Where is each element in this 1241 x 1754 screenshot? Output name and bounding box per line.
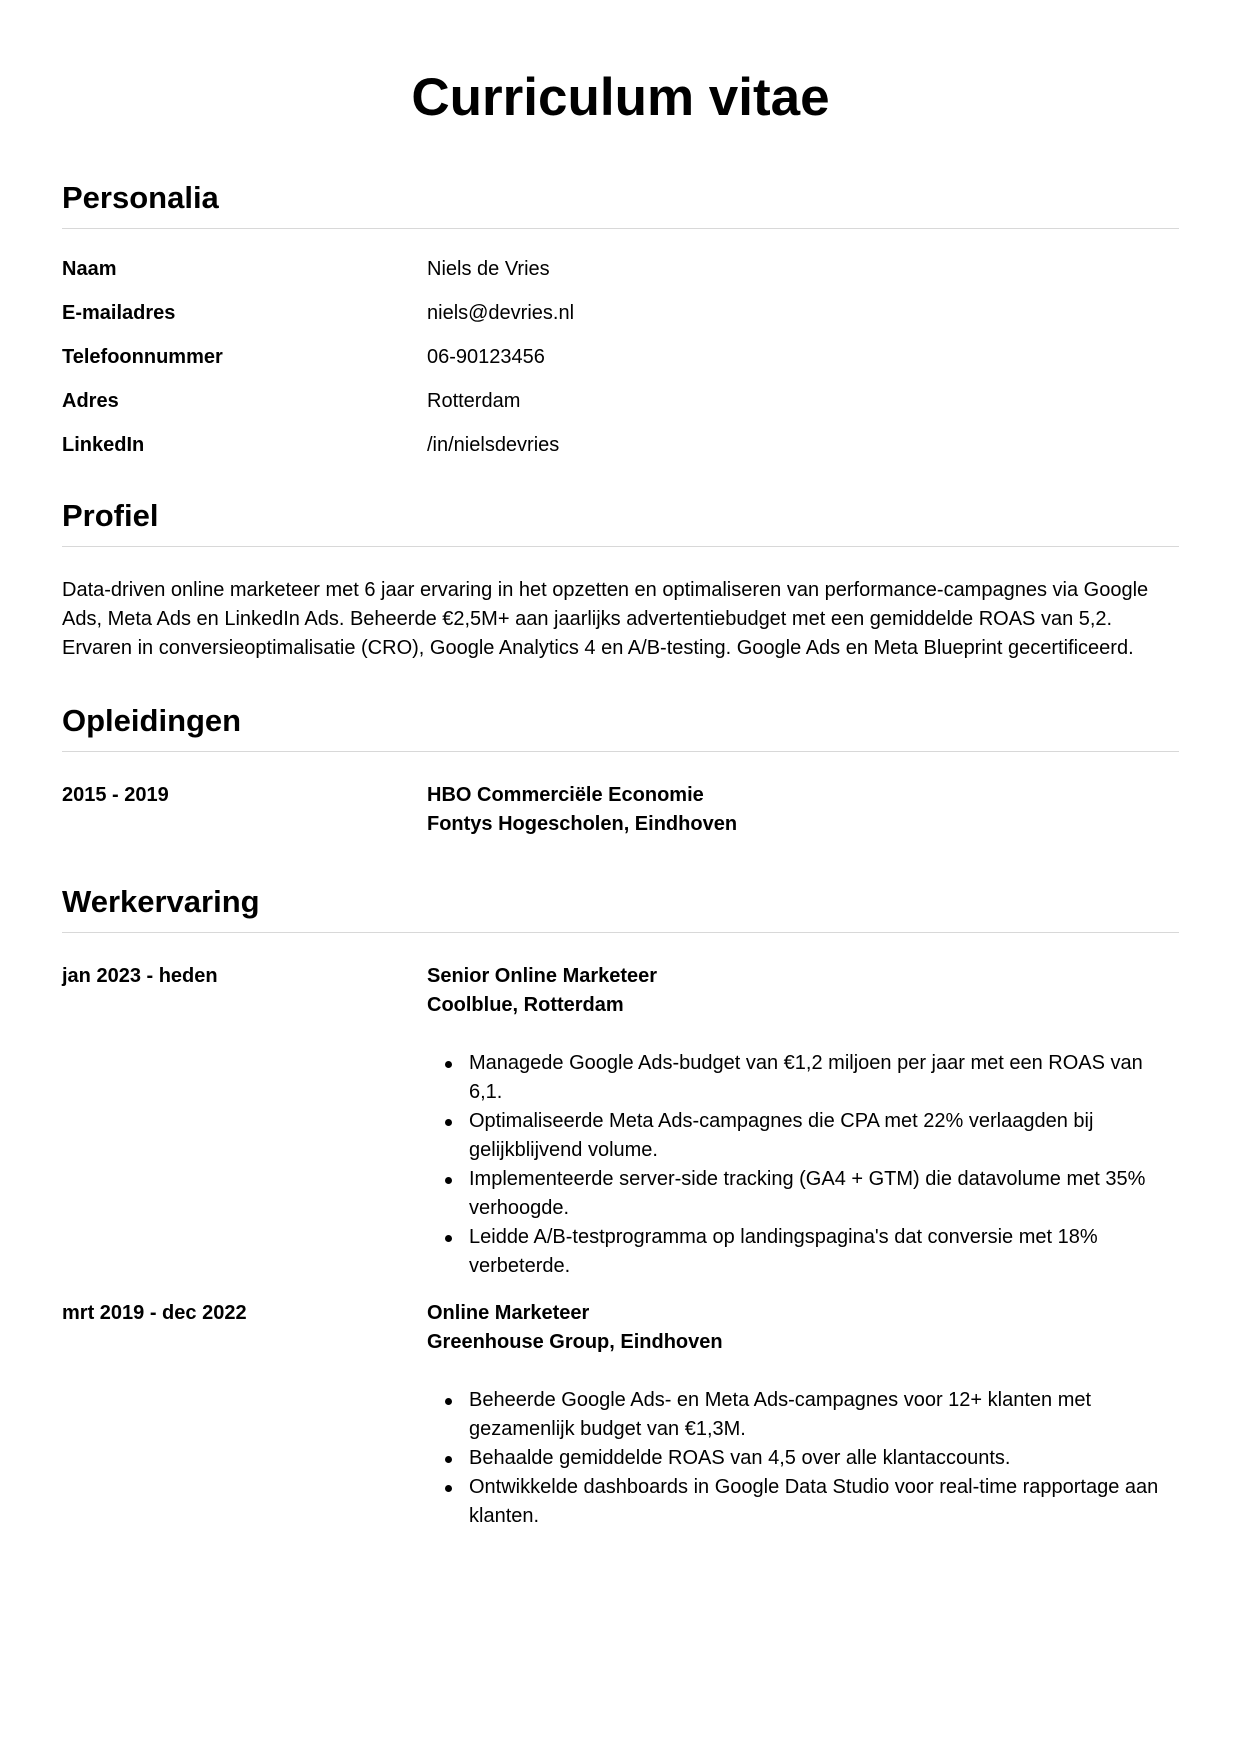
- list-item: Behaalde gemiddelde ROAS van 4,5 over alle klantaccounts.: [469, 1444, 1179, 1473]
- list-item: Optimaliseerde Meta Ads-campagnes die CPA met 22% verlaagden bij gelijkblijvend volume.: [469, 1107, 1179, 1165]
- entry-body: [427, 1299, 1179, 1531]
- section-werkervaring: [62, 883, 1179, 1531]
- section-personalia: [62, 179, 1179, 460]
- field-label: Naam: [62, 258, 117, 280]
- field-label: E-mailadres: [62, 302, 176, 324]
- entry-period: jan 2023 - heden: [62, 965, 218, 987]
- personal-row-email: [62, 299, 1179, 328]
- section-opleidingen: [62, 702, 1179, 839]
- list-item: Leidde A/B-testprogramma op landingspagina's dat conversie met 18% verbeterde.: [469, 1223, 1179, 1281]
- entry-organization: Greenhouse Group, Eindhoven: [427, 1331, 723, 1353]
- entry-title: Senior Online Marketeer: [427, 965, 658, 987]
- entry-period: 2015 - 2019: [62, 784, 169, 806]
- section-heading: Werkervaring: [62, 883, 1179, 933]
- personal-row-name: [62, 255, 1179, 284]
- personal-row-phone: [62, 343, 1179, 372]
- field-label: Adres: [62, 390, 119, 412]
- field-value: niels@devries.nl: [427, 302, 575, 324]
- list-item: Implementeerde server-side tracking (GA4 + GTM) die datavolume met 35% verhoogde.: [469, 1165, 1179, 1223]
- section-heading: Opleidingen: [62, 702, 1179, 752]
- entry-organization: Fontys Hogescholen, Eindhoven: [427, 813, 738, 835]
- entry-body: [427, 781, 1179, 839]
- entry-title: Online Marketeer: [427, 1302, 590, 1324]
- field-label: LinkedIn: [62, 434, 145, 456]
- section-heading: Profiel: [62, 497, 1179, 547]
- list-item: Ontwikkelde dashboards in Google Data Studio voor real-time rapportage aan klanten.: [469, 1473, 1179, 1531]
- list-item: Managede Google Ads-budget van €1,2 miljoen per jaar met een ROAS van 6,1.: [469, 1049, 1179, 1107]
- work-entry: [62, 962, 1179, 1281]
- field-value: Niels de Vries: [427, 258, 550, 280]
- education-entry: [62, 781, 1179, 839]
- document-title: Curriculum vitae: [411, 68, 830, 127]
- personal-row-address: [62, 387, 1179, 416]
- entry-body: [427, 962, 1179, 1281]
- list-item: Beheerde Google Ads- en Meta Ads-campagnes voor 12+ klanten met gezamenlijk budget van €1,3M.: [469, 1386, 1179, 1444]
- section-heading: Personalia: [62, 179, 1179, 229]
- work-entry: [62, 1299, 1179, 1531]
- profile-text: Data-driven online marketeer met 6 jaar ervaring in het opzetten en optimaliseren van performance-campagnes via Google Ads, Meta Ads en LinkedIn Ads. Beheerde €2,5M+ aan jaarlijks advertentiebudget met een gemiddelde ROAS van 5,2. Ervaren in conversieoptimalisatie (CRO), Google Analytics 4 en A/B-testing. Google Ads en Meta Blueprint gecertificeerd.: [62, 579, 1149, 659]
- personal-row-linkedin: [62, 431, 1179, 460]
- achievement-list: [427, 1386, 1179, 1531]
- entry-period: mrt 2019 - dec 2022: [62, 1302, 247, 1324]
- cv-page: [62, 0, 1179, 1531]
- field-label: Telefoonnummer: [62, 346, 223, 368]
- achievement-list: [427, 1049, 1179, 1281]
- entry-organization: Coolblue, Rotterdam: [427, 994, 624, 1016]
- entry-title: HBO Commerciële Economie: [427, 784, 704, 806]
- field-value: 06-90123456: [427, 346, 545, 368]
- field-value: /in/nielsdevries: [427, 434, 560, 456]
- section-profiel: [62, 497, 1179, 663]
- field-value: Rotterdam: [427, 390, 521, 412]
